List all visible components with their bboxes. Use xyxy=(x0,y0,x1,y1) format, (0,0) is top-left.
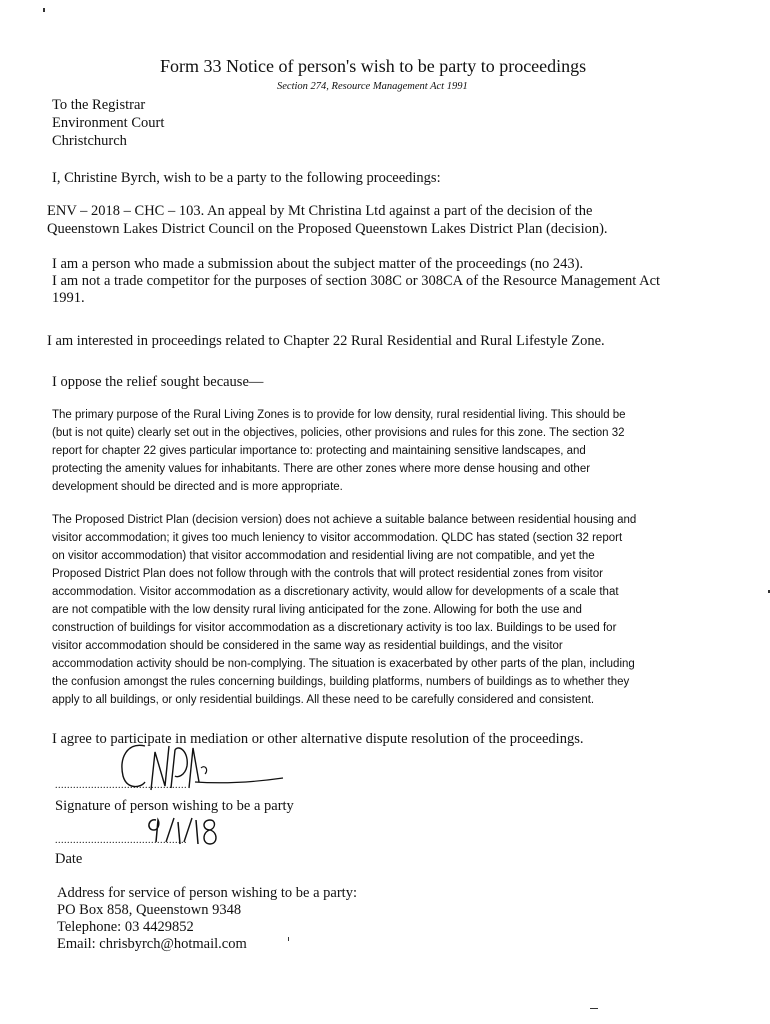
signature-line: ............................................ xyxy=(55,780,187,791)
paragraph-line: visitor accommodation; it gives too much leniency to visitor accommodation. QLDC has stated (section 32 report xyxy=(52,532,623,544)
mediation-agreement: I agree to participate in mediation or other alternative dispute resolution of the proceedings. xyxy=(52,731,584,747)
scan-speck xyxy=(590,1008,598,1009)
interest-statement: I am interested in proceedings related to Chapter 22 Rural Residential and Rural Lifestyle Zone. xyxy=(47,333,605,349)
paragraph-line: development should be directed and is more appropriate. xyxy=(52,481,343,493)
addressee-line: Christchurch xyxy=(52,133,127,149)
trade-competitor-statement: I am not a trade competitor for the purposes of section 308C or 308CA of the Resource Management Act xyxy=(52,273,661,289)
paragraph-line: (but is not quite) clearly set out in the objectives, policies, other provisions and rules for this zone. The section 32 xyxy=(52,427,625,439)
scan-speck xyxy=(43,8,45,12)
paragraph-line: apply to all buildings, or only residential buildings. All these need to be carefully considered and consistent. xyxy=(52,694,595,706)
handwritten-date xyxy=(140,812,230,852)
paragraph-line: report for chapter 22 gives particular importance to: protecting and maintaining sensitive landscapes, and xyxy=(52,445,586,457)
date-line: ............................................ xyxy=(55,835,187,846)
paragraph-line: on visitor accommodation) that visitor accommodation and residential living are not compatible, and yet the xyxy=(52,550,595,562)
paragraph-line: are not compatible with the low density rural living anticipated for the zone. Allowing for both the use and xyxy=(52,604,582,616)
form-subtitle: Section 274, Resource Management Act 1991 xyxy=(277,81,468,92)
service-email: Email: chrisbyrch@hotmail.com xyxy=(57,936,247,952)
oppose-heading: I oppose the relief sought because— xyxy=(52,374,264,390)
addressee-line: Environment Court xyxy=(52,115,165,131)
intro-statement: I, Christine Byrch, wish to be a party to the following proceedings: xyxy=(52,170,441,186)
service-telephone: Telephone: 03 4429852 xyxy=(57,919,194,935)
addressee-block xyxy=(52,96,164,150)
service-postal-address: PO Box 858, Queenstown 9348 xyxy=(57,902,242,918)
proceedings-line: Queenstown Lakes District Council on the Proposed Queenstown Lakes District Plan (decision). xyxy=(47,221,608,237)
paragraph-line: Proposed District Plan does not follow through with the controls that will protect residential zones from visitor xyxy=(52,568,603,580)
scan-speck xyxy=(288,937,289,941)
paragraph-line: The primary purpose of the Rural Living Zones is to provide for low density, rural residential living. This should be xyxy=(52,409,626,421)
submitter-statement: I am a person who made a submission about the subject matter of the proceedings (no 243). xyxy=(52,256,584,272)
paragraph-line: accommodation. Visitor accommodation as a discretionary activity, would allow for developments of a scale that xyxy=(52,586,619,598)
date-label: Date xyxy=(55,851,83,867)
paragraph-line: construction of buildings for visitor accommodation as a discretionary activity is too lax. Buildings to be used for xyxy=(52,622,617,634)
form-title: Form 33 Notice of person's wish to be party to proceedings xyxy=(160,56,587,76)
service-heading: Address for service of person wishing to be a party: xyxy=(57,885,357,901)
paragraph-line: visitor accommodation should be considered in the same way as residential buildings, and the visitor xyxy=(52,640,563,652)
paragraph-line: The Proposed District Plan (decision version) does not achieve a suitable balance between residential housing and xyxy=(52,514,637,526)
paragraph-line: the confusion amongst the rules concerning buildings, building platforms, numbers of buildings as to whether they xyxy=(52,676,630,688)
paragraph-line: accommodation activity should be non-complying. The situation is exacerbated by other parts of the plan, including xyxy=(52,658,635,670)
addressee-line: To the Registrar xyxy=(52,97,146,113)
trade-competitor-statement-cont: 1991. xyxy=(52,290,85,306)
paragraph-line: protecting the amenity values for inhabitants. There are other zones where more dense housing and other xyxy=(52,463,591,475)
service-address-block xyxy=(57,885,357,953)
proceedings-line: ENV – 2018 – CHC – 103. An appeal by Mt Christina Ltd against a part of the decision of the xyxy=(47,203,593,219)
signature-label: Signature of person wishing to be a party xyxy=(55,798,294,814)
